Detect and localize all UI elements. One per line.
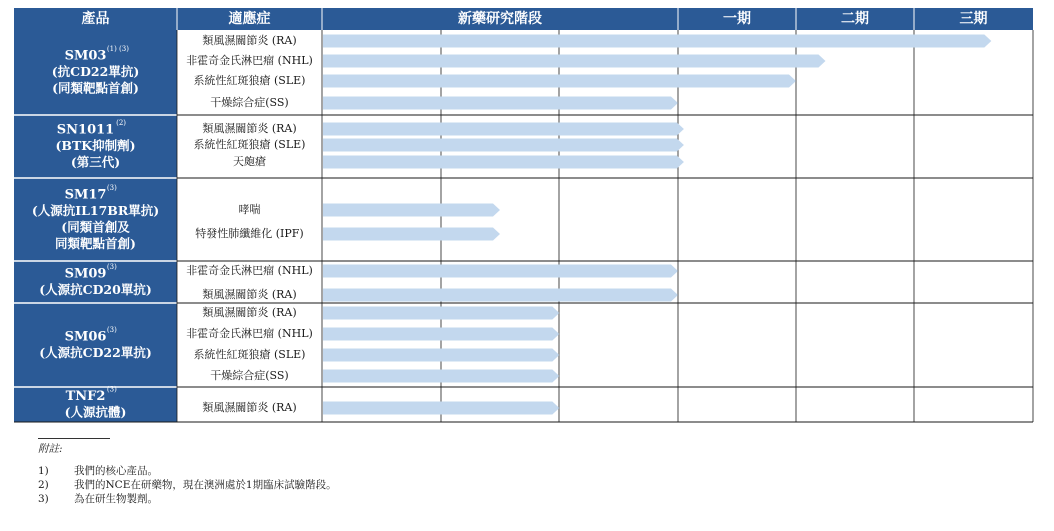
pipeline-bar — [323, 370, 559, 383]
footnote-number: 1) — [38, 465, 49, 478]
product-subtitle: (人源抗CD22單抗) — [39, 344, 152, 360]
pipeline-bar — [323, 349, 559, 362]
pipeline-bar — [323, 204, 500, 217]
product-subtitle: (第三代) — [70, 154, 121, 170]
product-footnote-ref: (3) — [106, 385, 117, 394]
pipeline-bar — [323, 289, 678, 302]
footnote-item — [38, 465, 337, 477]
indication-label: 類風濕關節炎 (RA) — [202, 306, 297, 319]
footnote-text: 我們的NCE在研藥物，現在澳洲處於1期臨床試驗階段。 — [74, 479, 337, 492]
indication-label: 非霍奇金氏淋巴瘤 (NHL) — [186, 264, 313, 277]
indication-label: 天皰瘡 — [233, 155, 266, 168]
pipeline-bar — [323, 265, 678, 278]
indication-label: 類風濕關節炎 (RA) — [202, 34, 297, 47]
product-name: SM17 — [64, 187, 107, 203]
footnote-item — [38, 479, 337, 491]
product-footnote-ref: (3) — [106, 325, 117, 334]
pipeline-bar — [323, 328, 559, 341]
product-name: TNF2 — [65, 388, 106, 404]
product-subtitle: (同類首創及 — [61, 219, 130, 235]
pipeline-bar — [323, 75, 796, 88]
header-product: 產品 — [81, 11, 110, 27]
pipeline-bar — [323, 55, 826, 68]
pipeline-bar — [323, 307, 559, 320]
product-name: SN1011 — [56, 122, 115, 138]
indication-label: 類風濕關節炎 (RA) — [202, 288, 297, 301]
product-subtitle: 同類靶點首創) — [55, 235, 136, 251]
pipeline-bar — [323, 97, 678, 110]
product-subtitle: (抗CD22單抗) — [51, 64, 140, 79]
header-stage-2: 一期 — [723, 11, 751, 27]
footnote-number: 2) — [38, 479, 49, 492]
product-subtitle: (人源抗IL17BR單抗) — [31, 202, 160, 218]
product-subtitle: (人源抗體) — [64, 404, 127, 420]
product-subtitle: (BTK抑制劑) — [55, 138, 136, 153]
product-footnote-ref: (1) (3) — [106, 45, 129, 53]
product-name: SM03 — [64, 48, 107, 64]
footnote-item — [38, 493, 337, 505]
header-indication: 適應症 — [228, 11, 271, 27]
header-stage-1: 新藥研究階段 — [458, 11, 542, 27]
footnote-text: 我們的核心產品。 — [74, 465, 158, 478]
product-name: SM09 — [64, 266, 107, 282]
indication-label: 系統性紅斑狼瘡 (SLE) — [193, 138, 306, 151]
header-stage-3: 二期 — [841, 11, 869, 27]
pipeline-bar — [323, 123, 684, 136]
footnotes — [38, 438, 337, 507]
footnote-number: 3) — [38, 493, 49, 506]
indication-label: 類風濕關節炎 (RA) — [202, 122, 297, 135]
footnote-title: 附註: — [38, 443, 63, 455]
product-footnote-ref: (2) — [116, 119, 127, 127]
indication-label: 干燥綜合症(SS) — [210, 369, 289, 382]
product-subtitle: (同類靶點首創) — [52, 80, 139, 96]
indication-label: 干燥綜合症(SS) — [210, 96, 289, 109]
product-footnote-ref: (3) — [106, 262, 117, 271]
pipeline-bar — [323, 156, 684, 169]
product-footnote-ref: (3) — [106, 183, 117, 192]
product-subtitle: (人源抗CD20單抗) — [39, 281, 152, 297]
indication-label: 哮喘 — [238, 203, 261, 216]
pipeline-bar — [323, 402, 559, 415]
indication-label: 非霍奇金氏淋巴瘤 (NHL) — [186, 54, 313, 67]
indication-label: 類風濕關節炎 (RA) — [202, 401, 297, 414]
indication-label: 系統性紅斑狼瘡 (SLE) — [193, 348, 306, 361]
pipeline-bar — [323, 139, 684, 152]
product-name: SM06 — [64, 329, 107, 345]
indication-label: 系統性紅斑狼瘡 (SLE) — [193, 74, 306, 87]
pipeline-bar — [323, 228, 500, 241]
header-stage-4: 三期 — [959, 11, 988, 27]
pipeline-bar — [323, 35, 991, 48]
indication-label: 特發性肺纖維化 (IPF) — [195, 227, 304, 240]
footnote-text: 為在研生物製劑。 — [74, 493, 158, 506]
footnote-divider — [38, 438, 110, 439]
indication-label: 非霍奇金氏淋巴瘤 (NHL) — [186, 327, 313, 340]
